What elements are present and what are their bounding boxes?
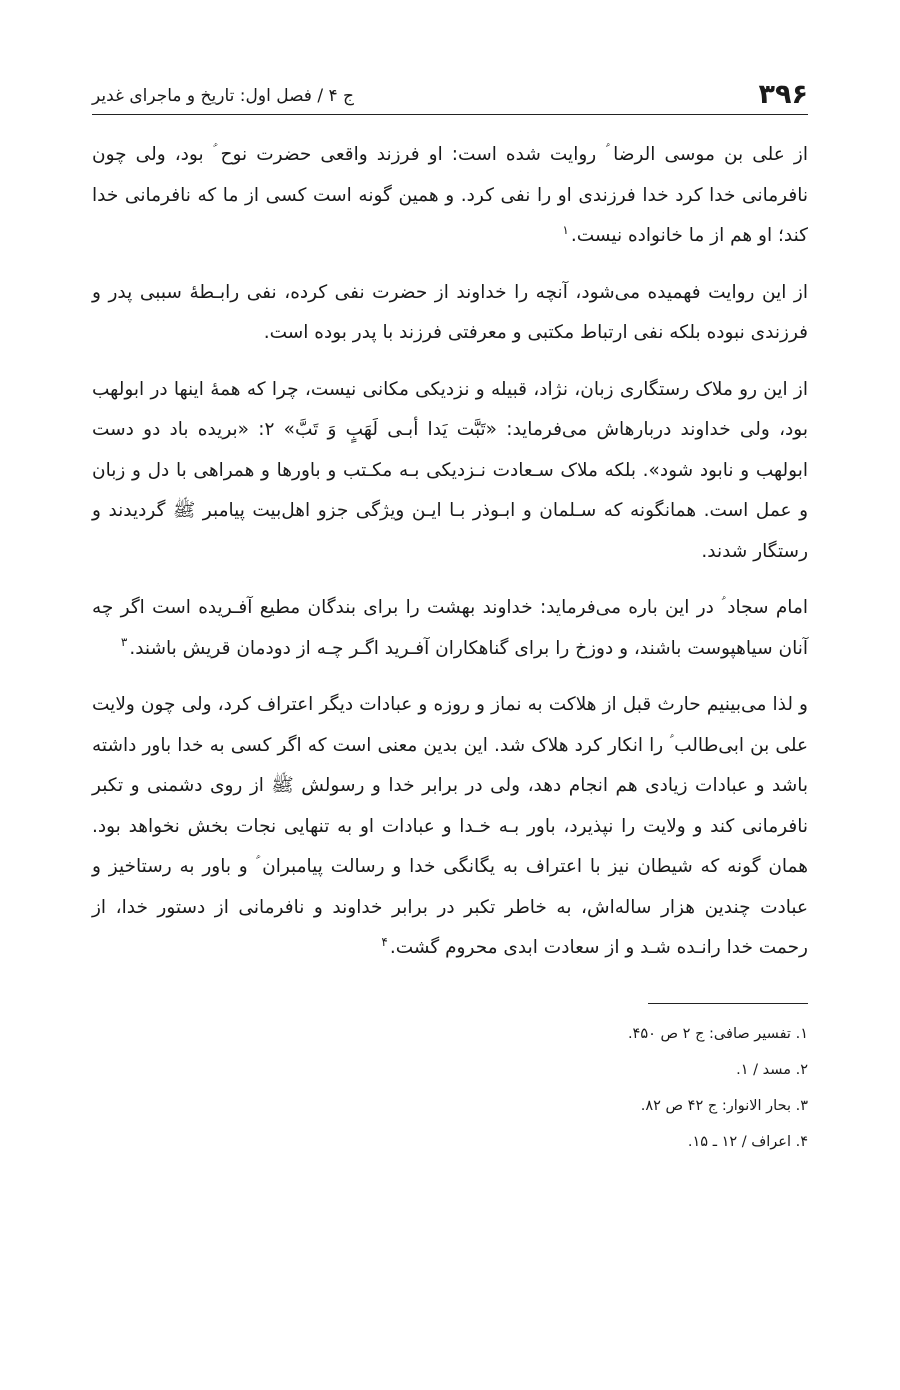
footnote-ref[interactable]: ۳ [120,635,128,650]
paragraph-text: از این روایت فهمیده می‌شود، آنچه را خداوند از حضرت نفی کرده، نفی رابـطهٔ سببی پدر و فرزندی نبوده بلکه نفی ارتباط مکتبی و معرفتی فرزند با پدر بوده است. [92,281,808,343]
running-head: ج ۴ / فصل اول: تاریخ و ماجرای غدیر [92,86,355,106]
footnote-ref[interactable]: ۱ [562,222,569,237]
footnote-divider [648,1003,808,1004]
footnote-item: ۴. اعراف / ۱۲ ـ ۱۵. [687,1133,808,1150]
footnotes [92,1016,808,1160]
paragraph-text: امام سجاد ؑ در این باره می‌فرماید: خداوند بهشت را برای بندگان مطیع آفـریده است اگر چه آنان سیاهپوست باشند، و دوزخ را برای گناهکاران آفـرید اگـر چـه از دودمان قریش باشند. [92,597,808,659]
paragraph [92,135,808,257]
page-header [92,60,808,115]
page-number: ۳۹۶ [758,79,808,110]
paragraph-text: و لذا می‌بینیم حارث قبل از هلاکت به نماز و روزه و عبادات دیگر اعتراف کرد، ولی چون ولایت علی بن ابی‌طالب ؑ را انکار کرد هلاک شد. این بدین معنی است که اگر کسی به خدا باور داشته باشد و عبادات زیادی هم انجام دهد، ولی در برابر خدا و رسولش ﷺ از روی دشمنی و تکبر نافرمانی کند و ولایت را نپذیرد، باور بـه خـدا و عبادات او به تنهایی نجات بخش نخواهد بود. همان گونه که شیطان نیز با اعتراف به یگانگی خدا و رسالت پیامبران ؑ و باور به رستاخیز و عبادت چندین هزار ساله‌اش، به خاطر تکبر در برابر خداوند و نافرمانی از دستور خدا، از رحمت خدا رانـده شـد و از سعادت ابدی محروم گشت. [92,694,808,958]
paragraph [92,588,808,669]
footnote-ref[interactable]: ۴ [381,934,388,949]
footnote-item: ۲. مسد / ۱. [736,1061,808,1078]
book-page [92,60,808,1160]
paragraph [92,685,808,969]
footnote-item: ۱. تفسیر صافی: ج ۲ ص ۴۵۰. [627,1025,808,1042]
paragraph-text: از علی بن موسی الرضا ؑ روایت شده است: او فرزند واقعی حضرت نوح ؑ بود، ولی چون نافرمانی خدا کرد خدا فرزندی او را نفی کرد. و همین گونه است کسی از ما که نافرمانی خدا کند؛ او هم از ما خانواده نیست. [92,144,808,246]
paragraph [92,273,808,354]
body-text [92,135,808,969]
footnote-item: ۳. بحار الانوار: ج ۴۲ ص ۸۲. [640,1097,808,1114]
paragraph-text: از این رو ملاک رستگاری زبان، نژاد، قبیله و نزدیکی مکانی نیست، چرا که همهٔ اینها در ابولهب بود، ولی خداوند دربارهاش می‌فرماید: «تَبَّت یَدا أبـی لَهَبٍ وَ تَبَّ» ۲: «بریده باد دو دست ابولهب و نابود شود». بلکه ملاک سـعادت نـزدیکی بـه مکـتب و باورها و همراهی با دل و زبان و عمل است. همانگونه که سـلمان و ابـوذر بـا ایـن ویژگی جزو اهل‌بیت پیامبر ﷺ گردیدند و رستگار شدند. [92,378,808,562]
paragraph [92,370,808,573]
